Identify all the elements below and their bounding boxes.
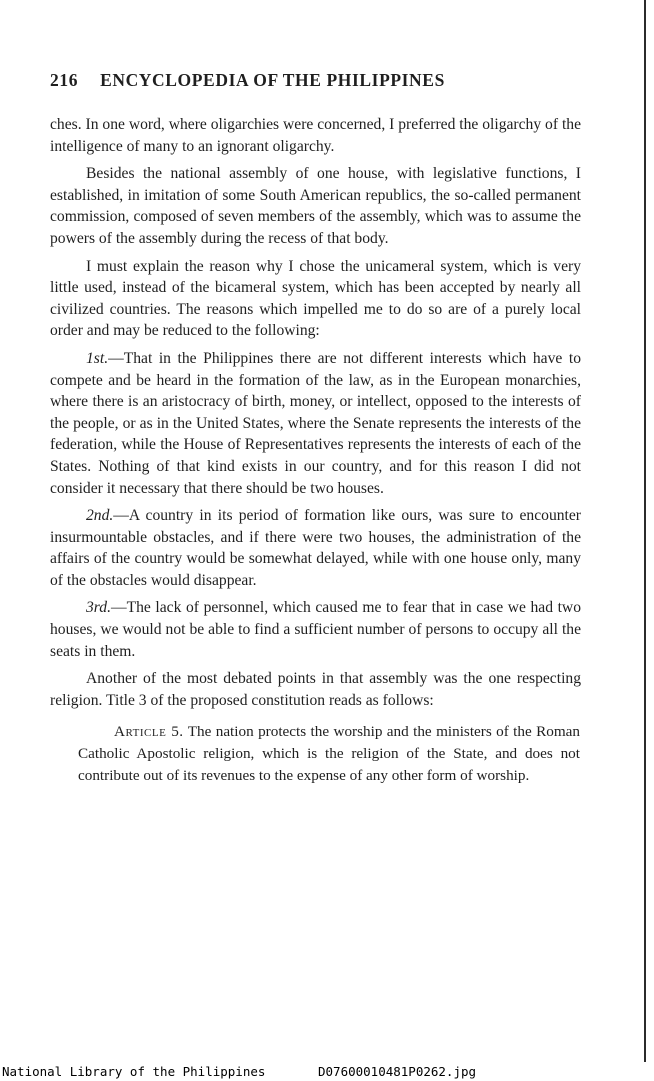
paragraph-unicameral-reason: I must explain the reason why I chose the unicameral system, which is very little used, instead of the bicameral system, which has been accepted by nearly all civilized countries. The reasons which impelled me to do so are of a purely local order and may be reduced to the following: <box>50 257 581 340</box>
second-reason-label: 2nd. <box>86 507 114 525</box>
library-credit: National Library of the Philippines <box>2 1064 266 1079</box>
first-reason-text: —That in the Philippines there are not different interests which have to compete and be heard in the formation of the law, as in the European monarchies, where there is an aristocracy of birth, money, or intellect, opposed to the interests of the people, or as in the United States, where the Senate represents the interests of the federation, while the House of Representatives represents the interests of each of the States. Nothing of that kind exists in our country, and for this reason I did not consider it necessary that there should be two houses. <box>50 349 581 497</box>
third-reason-label: 3rd. <box>86 599 111 617</box>
scan-footer <box>0 1062 654 1081</box>
first-reason-label: 1st. <box>86 349 109 367</box>
second-reason-text: —A country in its period of formation like ours, was sure to encounter insurmountable obstacles, and if there were two houses, the administration of the affairs of the country would be somewhat delayed, while with one house only, many of the obstacles would disappear. <box>50 507 581 589</box>
paragraph-second-reason <box>50 505 581 591</box>
quoted-article <box>78 721 580 786</box>
article-text: The nation protects the worship and the ministers of the Roman Catholic Apostolic religion, which is the religion of the State, and does not contribute out of its revenues to the expense of any other form of worship. <box>78 723 580 784</box>
article-label: Article 5. <box>114 723 184 741</box>
page-body <box>50 114 581 786</box>
paragraph-first-reason <box>50 348 581 499</box>
image-filename: D07600010481P0262.jpg <box>318 1064 477 1079</box>
scan-page-edge <box>644 0 646 1062</box>
paragraph-religion: Another of the most debated points in that assembly was the one respecting religion. Title 3 of the proposed constitution reads as follows: <box>50 670 581 709</box>
paragraph-permanent-commission: Besides the national assembly of one house, with legislative functions, I established, in imitation of some South American republics, the so-called permanent commission, composed of seven members of the assembly, which was to assume the powers of the assembly during the recess of that body. <box>50 165 581 247</box>
third-reason-text: —The lack of personnel, which caused me to fear that in case we had two houses, we would not be able to find a sufficient number of persons to occupy all the seats in them. <box>50 599 581 660</box>
paragraph-continuation: ches. In one word, where oligarchies were concerned, I preferred the oligarchy of the intelligence of many to an ignorant oligarchy. <box>50 116 581 155</box>
running-header <box>50 70 590 91</box>
paragraph-third-reason <box>50 597 581 662</box>
page-number: 216 <box>50 70 79 90</box>
running-title: ENCYCLOPEDIA OF THE PHILIPPINES <box>100 70 445 90</box>
